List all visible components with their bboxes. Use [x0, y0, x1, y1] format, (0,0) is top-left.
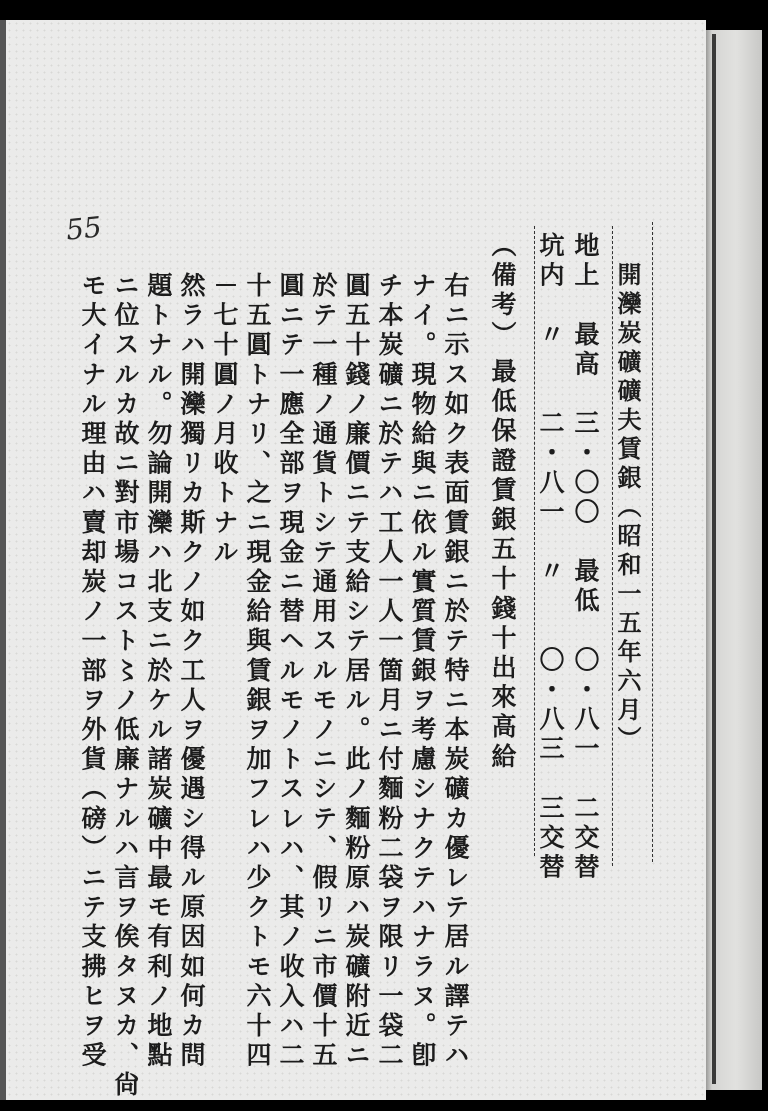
body-line: 圓五十錢ノ廉價ニテ支給シテ居ル。此ノ麵粉原ハ炭礦附近ニ — [342, 272, 371, 1072]
body-line: モ大イナル理由ハ賣却炭ノ一部ヲ外貨（磅）ニテ支拂ヒヲ受 — [78, 272, 107, 1072]
body-line: 然ラハ開灤獨リカ斯クノ如ク工人ヲ優遇シ得ル原因如何カ問 — [177, 272, 206, 1072]
body-line: ナイ。現物給與ニ依ル實質賃銀ヲ考慮シナクテハナラヌ。卽 — [408, 272, 437, 1072]
body-line: 於テ一種ノ通貨トシテ通用スルモノニシテ、假リニ市價十五 — [309, 272, 338, 1072]
body-line: チ本炭礦ニ於テハ工人一人一箇月ニ付麵粉二袋ヲ限リ一袋二 — [375, 272, 404, 1072]
table-border-right — [652, 222, 653, 862]
page-edge-shadow — [712, 34, 716, 1084]
document-title: 開灤炭礦礦夫賃銀（昭和一五年六月） — [613, 262, 642, 755]
body-line: 右ニ示ス如ク表面賃銀ニ於テ特ニ本炭礦カ優レテ居ル譯テハ — [441, 272, 470, 1072]
page-number: 55 — [64, 210, 104, 247]
body-line: 題トナル。勿論開灤ハ北支ニ於ケル諸炭礦中最モ有利ノ地點 — [144, 272, 173, 1072]
table-row-pit: 坑内 〃 二・八一 〃 〇・八三 三交替 — [536, 232, 565, 884]
body-line: 十五圓トナリ、之ニ現金給與賃銀ヲ加フレハ少クトモ六十四 — [243, 272, 272, 1072]
remarks-heading: 最低保證賃銀五十錢十出來高給 — [488, 358, 517, 773]
remarks-label: （備考） — [488, 232, 517, 351]
body-line: 圓ニテ一應全部ヲ現金ニ替ヘルモノトスレハ、其ノ收入ハ二 — [276, 272, 305, 1072]
table-row-ground: 地上 最高 三・〇〇 最低 〇・八一 二交替 — [571, 232, 600, 884]
table-border-left — [534, 226, 535, 856]
body-line: ニ位スルカ故ニ對市場コスト〻ノ低廉ナルハ言ヲ俟タヌカ、尙 — [111, 272, 140, 1101]
body-line: －七十圓ノ月收トナル — [210, 272, 239, 568]
